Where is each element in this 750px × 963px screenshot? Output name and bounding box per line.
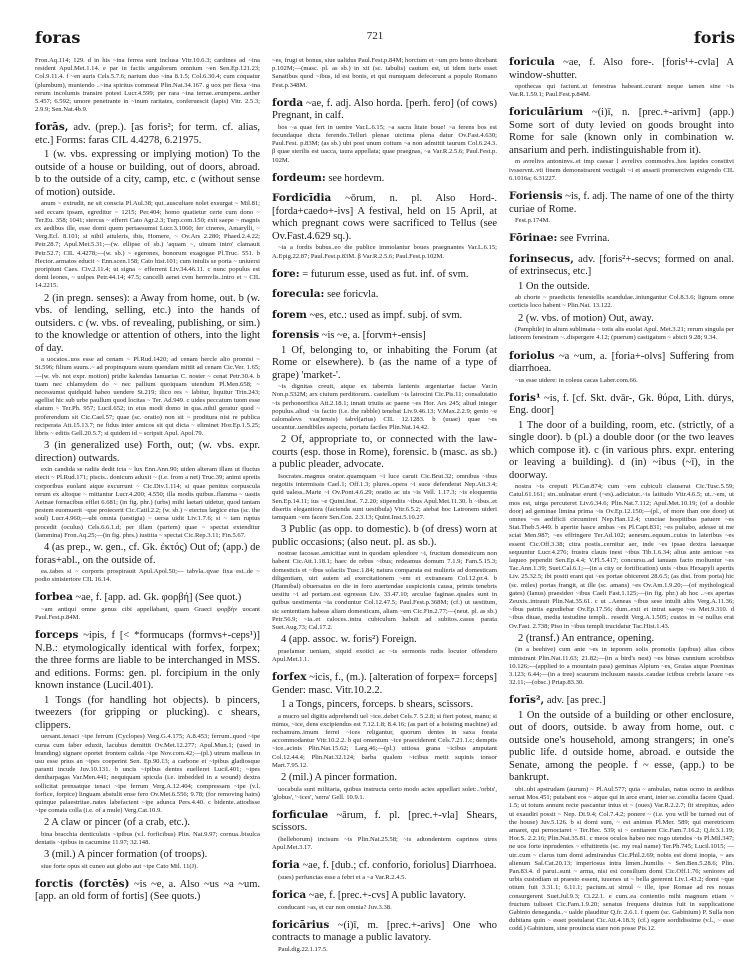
dictionary-entry-foras (35, 121, 260, 584)
guide-word-left: foras (35, 28, 81, 47)
citation-block: opothecas qui faciunt..ut fenestras habeant..curant neque tamen sine ~is Var.R.1.59.1; Paul.Fest.p.84M. (509, 83, 734, 99)
citation-block: nostra ~is crepuit Pl.Cas.874; cum ~em cubiculi clauserat Cic.Tusc.5.59; Catul.61.161; sin..uulnatae erunt (~es)..adiciatur..~is latitudo Vitr.4.6.5; ut..~em, ut mos est, uirga percuteret Liv.6.34.6; Plin.Nat.7.112; Apul.Met.10.19; (of a double door) ad geminae limina prima ~is Ov.Ep.12.150;—(pl., of more than one door) ut omnes ~es aedificii circumiret Nep.Han.12.4; cunctae hospitibus patuere ~es Stat.Theb.5.449. b aperite hasce ambas ~es Pl.Capt.831; ~es pultabo, adesse ut me sciat Men.987; ~es effringere Ter.Ad.102; aeneum..equum..cuius in lateribus ~es essent Cic.Off.3.38; citra postis..cernitur aer, inde ~es ipsae dextra laeuaque sequuntur Lucr.4.276; frustra clauis inest ~ibus Tib.1.6.34; alius ante amicae ~es laqueo pependit Sen.Ep.4.4; V.Fl.5.417; concursu..ad ianuam facto moliuntur ~es Tac.Ann.1.39; Suet.Cal.6.1;—(in a city or fortification) unis ~ibus Hexapyli apertis Liv. 25.32.5; ibi positi erant qui ~es portae obicerent 28.6.5; (as dist. from porta) hic (sc. miles) portas frangit, at ille (sc. amans) ~es Ov.Am.1.9.20;—(of mythological gates) (Ianus) praesideo ~ibus Caeli Fast.1.125;—(in fig. phr.) ab hoc ..~es apertas Zeuxis..intrauit Plin.Nat.35.61. c ut ..Aeneas ~ibus sese intulit altis Verg.A.11.36; ~ibus patriis egrediebar Ov.Ep.17.56; dum..exit et intrat saepe ~es Met.9.310. d ~ibus diuae, media testudine templi.. resedit Verg.A.1.505; custos in ~e nullus erat Ov.Fast. 2.738; Piso in ~ibus templi trucidatur Tac.Hist.1.43. (509, 483, 734, 630)
entry-etymology: ~ōrum, n. pl. Also Hord-. [forda+caedo+-ivs] A festival, held on 15 April, at which pregnant cows were sacrificed to Tellus (see Ov.Fast.4.629 sq.). (272, 193, 497, 242)
citation-block: ubi..ubi apstrudam (aurum) ~ Pl.Aul.577; quia ~ ambulas, natus ocmo in aedibus seruat Mos.451; putabant eos ~ atque qui in arce erant, inter se..consilia facere Quad. 1.5; ut totum annum recte pascantur intus et ~ (oues) Var.R.2.2.7; fit strepitus, adeo ut exaudiri possit ~ Nep. Di.9.4; Col.7.4.2; ponere ~ (i.e. you will be turned out of the house) Juv.5.126. b si domi sum, ~ est animus Pl.Mer. 589; qui meretricem amaret, qui pernoctaret ~ Ter.Hec. 539; si ~ cenitarem Cic.Fam.7.16.2; Q.fr.3.1.19; Hor.S. 2.2.16; Plin.Nat.35.81. c meos oculos habeo nec rogo utendos ~is Pl.Mil.347; ne uos forte inprudentes ~ effuttiretis (sc. my real name) Ter.Ph.745; Lucil.1015; —uir..cum ~ clarus tum domi admirandus Cic.Phil.2.69; nobis est domi inopia, ~ aes alienum Sal.Cat.20.13; imperiosus intra limen..humilis ~ Sen.Ben.5.28.6; Plin. Pan.83.4. d parui..sunt ~ arma, nisi est consilium domi Cic.Off.1.76; seniores ad urbis custodiam ut praesto essent, iuuenes ut ~ bella gererent Liv.1.43.2; domi ~que otium fuit 3.31.1; 6.11.1; pactum..ut simul ~ ille, ipse Romae ad res nouas consurgerent Suet.Jul.9.3; Ci.22.1. e cum..ea contentio mihi magnum etiam ~ fructum tulisset Cic.Fam.1.9.20; senatus frequens diuinus fuit in supplicatione Gabinio deneganda..~ ualde plauditur Q.fr. 2.6.1. f quem (sc. Gabinium) P. Sulla non dubitans quin ~ esset postularat Cic.Att.4.18.3; (cf.) egere sordidissime (v.l., ~ esse codd.) Gabinium, sine prouincia stare non posse Pis.12. (509, 785, 734, 933)
citation-block: ea..tabes si ~ corporis prospirauit Apul.Apol.50;— tabvla..qvae fixa est..de ~ podio sinisteriore CIL 16.14. (35, 568, 260, 584)
headword: forbea (35, 591, 73, 604)
sense-definition: 4 (as prep., w. gen., cf. Gk. ἐκτός) Out of; (app.) de foras+abl., on the outside of. (35, 542, 260, 566)
entry-etymology: ~is ~e, a. Also ~us ~a ~um. [app. an old form of fortis] (See quots.) (35, 878, 260, 903)
citation-block: uocabula sunt militaria, quibus instructa certo modo acies appellari solet:..'orbis', 'globus', '~ices', 'serra' Gell. 10.9.1. (272, 785, 497, 801)
entry-etymology: ~is, f. adj. The name of one of the thirty curiae of Rome. (509, 191, 734, 215)
citation-block: (sues) perfunctas esse a febri et a ~a Var.R.2.4.5. (278, 873, 407, 881)
guide-word-right: foris (693, 28, 735, 47)
entry-head (272, 97, 497, 123)
sense-definition: 1 On the outside. (518, 280, 590, 292)
entry-etymology: ~ipis, f [< *formucaps (formvs+-ceps¹)] N.B.: etymologically identical with forfex, forpex; the three forms are liable to be interchanged in MSS. and editions. Forms: gen. pl. forcipium in the only known instance (Lucil.401). (35, 630, 260, 692)
entry-etymology: ~ae, f. [dub.; cf. conforio, foriolus] Diarrhoea. (299, 860, 497, 872)
entry-head (272, 288, 497, 302)
headword: foria (272, 859, 300, 872)
entry-head (509, 350, 734, 376)
citation-block: conducant ~as, et cur non omnia? Juv.3.38. (278, 903, 392, 911)
entry-etymology: see hordevm. (325, 172, 385, 184)
headword: forecula: (272, 288, 325, 301)
dictionary-entry-foras-cont (35, 57, 260, 114)
sense-definition: 1 Of, belonging to, or inhabiting the Forum (at Rome or elsewhere). b (as the name of a type of grape) 'market-'. (272, 344, 497, 381)
sense-definition: 3 (in generalized use) Forth, out; (w. vbs. expr. direction) outwards. (35, 440, 260, 464)
citation-block: ~us esse uidere: in coleus cacas Laber.com.66. (515, 376, 638, 384)
entry-etymology: see Fvrrina. (557, 233, 610, 245)
headword: forficulae (272, 808, 329, 821)
dictionary-entry-forctis (35, 878, 260, 904)
sense-definition: 4 (app. assoc. w. foris²) Foreign. (281, 634, 417, 646)
entry-etymology: ~ae, f. adj. Also horda. [perh. fero] (of cows) Pregnant, in calf. (272, 97, 497, 122)
headword: forīs², (509, 694, 545, 707)
entry-head (272, 919, 497, 945)
entry-etymology: see foricvla. (324, 289, 379, 301)
sense-definition: 2 Of, appropriate to, or connected with the law-courts (esp. those in Rome), forensic. b (masc. as sb.) a public pleader, advocate. (272, 434, 497, 471)
entry-etymology: ~icis, f., (m.). [alteration of forpex= forceps] Gender: masc. Vitr.10.2.2. (272, 672, 497, 696)
headword: forceps (35, 629, 79, 642)
sense-definition: 2 (transf.) An entrance, opening. (518, 632, 655, 644)
sense-definition: 2 A claw or pincer (of a crab, etc.). (44, 817, 191, 829)
entry-head (272, 889, 497, 903)
citation-block: ab chorte ~ praedictis fenestellis scandulae..iniungantur Col.8.3.6; lignum omne corticis loco habent ~ Plin.Nat. 13.122. (509, 294, 734, 310)
entry-head (272, 671, 497, 697)
citation-block: ~ia a fordis bubus..eo die publice immolantur boues praegnantes Var.L.6.15; A.Epig.22.87; Paul.Fest.p.83M. β Var.R.2.5.6; Paul.Fest.p.102M. (272, 244, 497, 260)
citation-block: (Pamphile) in altum sublimata ~ totis alis euolat Apul. Met.3.21; rerum singula per latiorem fenestram ~..dispergere 4.12; (puerum) castigatum ~ abicit 9.28; 9.34. (509, 326, 734, 342)
column-2 (272, 56, 497, 961)
citation-block: a uocatos..uos esse ad cenam ~ Pl.Rud.1420; ad cenam hercle alio promisi ~ St.596; filium suum..~ ad propinquum suum quendam mittit ad cenam Cic.Ver. 1.65;—(w. vb. not expr. motion) pridie kalendas Ianuarias C. noster ~ cenat Petr.30.4. b tuam nec chlamydem do ~ nec pallium quoiquam utendum Pl.Men.658; ~ necessumst quidquid habeo uendere St.219; ilico res ~ labitur, liquitur Trin.243; agellist hic sub urbe paullum quod locitas ~ Ter. Ad.949. c uides peccatum tuom esse elatum ~ Ter.Ph. 957; Lucil.652; in eius modi domo in qua..nihil geratur quod ~ proferendum sit Cic.Cael.57; quae (sc. oratio) non sit ~ proditura nisi re publica reciperata Att.15.13.7; ne fidus inter amicos sit qui dicta ~ eliminet Hor.Ep.1.5.25; libris ~ editis Gell.20.5.7; si quidem id ~ scripsit Apul. Apol.79. (35, 356, 260, 437)
entry-etymology: ~is, f. [cf. Skt. dvār-, Gk. θύρα, Lith. dúrys, Eng. door] (509, 392, 734, 417)
entry-head (509, 694, 734, 708)
headword: fordeum: (272, 171, 326, 184)
dictionary-columns (35, 56, 735, 961)
entry-etymology: ~ae, f. [app. ad. Gk. φορβή] (See quot.) (72, 592, 242, 604)
dictionary-entry-forinsecus (509, 253, 734, 343)
dictionary-entry-forficulae (272, 809, 497, 852)
entry-etymology: ~a ~um, a. [foria+-olvs] Suffering from diarrhoea. (509, 350, 734, 375)
entry-head (272, 329, 497, 343)
entry-etymology: ~ae, f. Also fore-. [foris¹+-cvla] A window-shutter. (509, 57, 734, 81)
entry-head (272, 192, 497, 243)
entry-head (272, 268, 497, 282)
entry-etymology: ~ae, f. [prec.+-cvs] A public lavatory. (306, 890, 466, 902)
sense-definition: 1 Tongs (for handling hot objects). b pincers, tweezers (for gripping or plucking). c shears, clippers. (35, 694, 260, 731)
dictionary-entry-forensis (272, 329, 497, 664)
sense-definition: 2 (in pregn. senses): a Away from home, out. b (w. vbs. of lending, selling, etc.) into the hands of outsiders. c (w. vbs. of revealing, publishing, or sim.) to the knowledge or attention of others, into the light of day. (35, 292, 260, 354)
citation-block: a mucro uel digitis adprehendi uel ~ice..debet Cels.7. 5.2.8; si fieri potest, manu; si minus, ~ice, dens excipiendus est 7.12.1.8; 8.4.16; (as part of a hoisting machine) ad rechamum..imum ferrei ~ices religantur, quorum dentes in saxa forata accommodantur Vitr.10.2.2. b qui omentum ~ice praeciderent Cels.7.21.1.c; demptis ~ice..acinis Plin.Nat.15.62; Larg.46;—(pl.) uitiosa grana ~icibus amputant Col.12.44.4; Plin.Nat.32.124; barba qualem ~icibus metit supinis tonsor Mart.7.95.12. (272, 712, 497, 769)
entry-head (509, 392, 734, 418)
entry-head (509, 190, 734, 216)
entry-etymology: adv. (prep.). [as foris²; for term. cf. alias, etc.] Forms: faras CIL 4.4278, 6.21975. (35, 122, 260, 146)
entry-etymology: ~is ~e, a. [forvm+-ensis] (319, 330, 426, 342)
sense-definition: 3 Public (as opp. to domestic). b (of dress) worn at public occasions; (also neut. pl. as sb.). (272, 524, 497, 548)
citation-block: Fest.p.174M. (515, 217, 550, 225)
dictionary-entry-forica (272, 889, 497, 912)
headword: forfex (272, 671, 307, 684)
dictionary-entry-forfex (272, 671, 497, 802)
entry-etymology: = futurum esse, used as fut. inf. of svm. (299, 268, 469, 280)
headword: forensis (272, 329, 320, 342)
dictionary-entry-forinae (509, 232, 734, 246)
entry-etymology: ~(i)ī, n. [prec.+-arivm] (app.) Some sort of duty levied on goods brought into Rome for sale (known only in combination w. ansarium and perh. indistinguishable from it). (509, 107, 734, 156)
citation-block: ~is dignitas creuit, atque ex tabernis lanienis argentariae factae Var.in Non.p.532M; arx ciuium perditorum.. castellum ~is latrocini Cic.Pis.11; consalutatio ~is perhonorifica Att.2.18.1; innati triuiis ac paene ~es Hor. Ars 245; aliud integer populus..aliud ~is factio (i.e. the rabble) tenebat Liv.9.46.13; V.Max.2.2.9; genio ~e calomalevs vas(iensis) tabvl(arius) CIL 12.1283. b (uuae) quae ~es uocantur..uendibiles aspectu, portatu faciles Plin.Nat.14.42. (272, 383, 497, 432)
citation-block: Paul.dig.22.1.17.5. (278, 945, 328, 953)
headword: foris¹ (509, 391, 541, 404)
dictionary-entry-forcularium (509, 106, 734, 183)
dictionary-entry-forctis-cont (272, 57, 497, 90)
citation-block: (helleborum) incisum ~is Plin.Nat.25.58; ~is adtondentem caprinos utres Apul.Met.3.17. (272, 835, 497, 852)
headword: foricārius (272, 918, 330, 931)
dictionary-entry-foriolus (509, 350, 734, 385)
headword: forica (272, 889, 307, 902)
headword: forctis (forctēs) (35, 877, 130, 890)
entry-head (509, 106, 734, 157)
citation-block: siue forte opus sit cuneo aut globo aut ~ipe Cato Mil. 11(J). (41, 862, 198, 870)
entry-etymology: ~(i)ī, m. [prec.+-arivs] One who contracts to manage a public lavatory. (272, 919, 497, 944)
citation-block: exin candida se radiis dedit icta ~ lux Enn.Ann.90; uiden alteram illam ut fluctus eiecit ~ Pl.Rud.171; piscis.. donicum aduxit ~ (i.e. from a net) Truc.39; animi spretis corporibus euolant atque excurrunt ~ Cic.Div.1.114; si quae penitus corpuscula rerum ex altoque ~ mittantur Lucr.4.200; 4.550; illa modis quibus..flamma ~ uastis Aetnae fornacibus efflet 6.681; (in fig. phr.) (urbs) mihi laetari uidetur, quod tantam pestem euomuerit ~que proiecerit Cic.Catil.2.2; (w. sb.) ~ eiectus largice eius (sc. the soul) Lucr.4.960;—ubi omnia (uestigia) ~ uersa uidit Liv.1.7.6; si ~ iam ruptus procedit (oculus) Cels.6.6.1.d; per illam (partem) quae ~ spectat extenditur (lammina) Fron.Aq.25;—(in fig. phrs.) iustitia ~ spectat Cic.Rep.3.11; Fin.5.67. (35, 466, 260, 539)
citation-block: Isocrates..magnus orator..quamquam ~i luce caruit Cic.Brut.32; omnibus ~ibus negotiis intermissis Cael.1; Off.1.3; plures..opera ~i suos defenderat Nep.Att.3.4; quid ualess..Marte ~i Ov.Pont.4.6.29; oratio ac uis ~is Vell. 1.17.3; ~is eloquentia Sen.Ep.14.11; ius ~e Quint.Inst. 7.2.20; stipendiis ~ibus Apul.Met.11.30. b ~ibus..et disertis elegantiora (facienda sunt uestibula) Vitr.6.5.2; aiebat hoc Latronem uideri tamquam ~em facere Sen.Con. 2.3.13; Quint.Inst.5.10.27. (272, 472, 497, 521)
dictionary-entry-forceps (35, 629, 260, 871)
headword: foricula (509, 56, 555, 68)
headword: fore: (272, 267, 300, 280)
entry-head (509, 253, 734, 279)
entry-head (35, 121, 260, 147)
sense-definition: 2 (mil.) A pincer formation. (281, 772, 398, 784)
headword: forās, (35, 121, 69, 134)
headword: Foriensis (509, 190, 563, 203)
entry-etymology: ~ārum, f. pl. [prec.+-vla] Shears, scissors. (272, 809, 497, 834)
page-number: 721 (366, 30, 384, 42)
dictionary-entry-fore (272, 268, 497, 282)
dictionary-entry-foria (272, 859, 497, 882)
citation-block: uersant..tenaci ~ipe ferrum (Cyclopes) Verg.G.4.175; A.8.453; ferrum..quod ~ipe curua cum faber eduxit, lacubus demittit Ov.Met.12.277; Apul.Mun.1; (used in branding) signare oportet frontem calida ~ipe Nov.com.42;—(pl.) utrum malleus in usu esse prius an ~ipes coeperint Sen. Ep.90.13; a carbone et ~ipibus gladiosque paranti incude Juv.10.131. b uncis ~ipibus dentes euelleret Lucil.401; ~ipes dentharpagas Var.Men.441; nequiquam spicula (i.e. imbedded in a wound) dextra sollicitat prensatque tenaci ~ipe ferrum Verg.A.12.404; compressam ~ipe (v.l. forfice, forpice) linguam abstulit ense fero Ov.Met.6.556; 9.78; (for removing hairs) quinque palaestritae..nates labefactent ~ipe adunca Pers.4.40. c bidente..attodisse ~ipe comata colla (i.e. of a mule) Verg.Cat.10.9. (35, 733, 260, 815)
citation-block: nostrae facosae..amicitiae sunt in quodam splendore ~i, fructum domesticum non habent Cic.Att.1.18.1; haec de rebus ~ibus; redeamus domum 7.1.9; Fam.5.15.3; domesticis et ~ibus solaciis Tusc.1.84; natura comparata est mulieris ad domesticam diligentiam, uiri autem ad exercitationem ~em et extraneam Col.12.pr.4. b (Hannibal) obuersatus eo die in foro auertendae suspicionis causa, primis tenebris uestitu ~i ad portam..est egressus Liv. 33.47.10; arculae faginae..quales sunt in quibus uestimenta ~ia conduntur Col.12.47.5; Paul.Fest.p.368M; (cf.) ut uestitum, sic sententiam habeas aliam domesticam, aliam ~em Cic.Fin.2.77;—(neut. pl. as sb.) Petr.56.9; ~ia..et caloces..intra cubiculum habuit ad subitos..casus parata Suet.Aug.73; Cal.17.2. (272, 550, 497, 631)
column-3 (509, 56, 734, 961)
sense-definition: 1 a Tongs, pincers, forceps. b shears, scissors. (281, 699, 474, 711)
entry-head (35, 878, 260, 904)
entry-etymology: ~es, etc.: used as impf. subj. of svm. (306, 309, 463, 321)
headword: forda (272, 96, 304, 109)
entry-head (272, 859, 497, 873)
dictionary-entry-forda (272, 97, 497, 165)
dictionary-entry-foricarius (272, 919, 497, 954)
sense-definition: 1 (w. vbs. expressing or implying motion) To the outside of a house or building, out of doors, abroad. b to the outside of a city, camp, etc. c (without sense of motion) outside. (35, 149, 260, 198)
headword: Fordicīdia (272, 192, 332, 205)
sense-definition: 2 (w. vbs. of motion) Out, away. (518, 312, 654, 324)
citation-block: (in a beehive) cum ante ~es in teporem solis promotis (apibus) alias cibos ministrant Plin.Nat.11.63; 21.82;—(in a bird's nest) ~es binas cunnium scrobibus 10.126;—(applied to a mountain pass) geminas Alpium ~es, Graias atque Poeninas 3.123; 6.44;—(in a tree) scaurum inclusum nassis..caudae ictibus crebris laxare ~es 32.11;—(obsc.) Priap.83.30. (509, 646, 734, 687)
entry-head (509, 56, 734, 82)
page-header (0, 28, 750, 48)
sense-definition: 1 The door of a building, room, etc. (strictly, of a single door). b (pl.) a double door (or the two leaves which compose it). c (in various phrs. expr. entering or leaving a building). d (in) ~ibus (~ī), in the doorway. (509, 419, 734, 481)
entry-head (35, 591, 260, 605)
dictionary-entry-fordicidia (272, 192, 497, 260)
entry-head (509, 232, 734, 246)
citation-block: bos ~a quae fert in uentre Var.L.6.15; ~a sacra litate boue! ~a ferens bos est fecundaque dicta ferendo..Telluri plenae uictima plena datur Ov.Fast.4.630; Paul.Fest. p.83M; (as sb.) ubi post unum coitum ~a non admittit taurum Col.6.24.3. β quae sterilis est uacca, taura appellata; quae praegnas, ~a Var.R.2.5.6; Paul.Fest.p. 102M. (272, 123, 497, 164)
headword: foriolus (509, 349, 555, 362)
sense-definition: 3 (mil.) A pincer formation (of troops). (44, 849, 208, 861)
citation-block: praefamur ueniam, siquid exotici ac ~is sermonis rudis locutor offendero Apul.Met.1.1. (272, 647, 497, 663)
citation-block: bina bracchia denticulatis ~ipibus (v.l. forficibus) Plin. Nat.9.97; cornua..bisulca dentatis ~ipibus in cacumine 11.97; 32.148. (35, 830, 260, 847)
dictionary-entry-fordeum (272, 172, 497, 186)
headword: foriculārium (509, 106, 584, 119)
column-1 (35, 56, 260, 961)
dictionary-entry-forem (272, 309, 497, 323)
dictionary-entry-foriensis (509, 190, 734, 225)
dictionary-entry-forbea (35, 591, 260, 622)
citation-block: Fron.Aq.114; 129. d in his ~ina ferrea sunt inclusa Vitr.10.6.3; cardines ad ~ina resident Apul.Met.1.14. e par in faciis angulorum omnium ~en Sen.Ep.121.23; Col.9.11.4. f ~en auris Cels.5.7.6; narium duo ~ina 8.1.5; Col.6.30.4; cum coquatur (plumbum), muniendo ..~ina spiritus commeat Plin.Nat.34.167. g uox per flexa ~ina rerum incolumis transire potest Lucr.4.599; per rara ~ina terrae..erumpens..aether 5.457; 6.592; umore penetrante in ~inum raritates, conferuescit (lapis) Vitr. 2.5.3; 2.9.9; Sen.Nat.4b.9. (35, 57, 260, 114)
sense-definition: 1 On the outside of a building or other enclosure, out of doors, outside. b away from home, out. c outside one's household, among strangers; in one's public life. d outside home, abroad. e outside the Senate, among the people. f ~ esse, (app.) to be bankrupt. (509, 709, 734, 784)
citation-block: anum ~ extrudit, ne sit conscia Pl.Aul.38; qui..auscultare nolet exsurgat ~ Mil.81; sed eccam ipsam, egreditur ~ 1215; Per.404; homo quatietur certe cum dono ~ Ter.Eu. 358; 1041; stercus ~ efferri Cato Agr.2.3; Turp.com.150; exit saepe ~ magnis ex aedibus ille, esse domi quem pertaesumst Lucr.3.1060; fer cineres, Amarylli, ~ Verg.Ecl. 8.101; si nihil attuleris, ibis, Homere, ~ Ov.Ars 2.280; Phaed.2.4.22; Petr.28.7; Apul.Met.5.31;—(w. ellipse of sb.) 'aquam ~, uinum intro' clamauit Petr.52.7; CIL 4.4278;—(w. sb.) ~ egerones, bonorum exagogae Pl.Truc. 551. b Hector..armatos educit ~ Enn.scen.158; Cato hist.101; cum intulis se porta ~ uniuersi proripiunt Caes. Civ.2.11.4; ut signa ~ efferrent Liv.34.46.11. c nunc populus est domi leones, ~ uulpes Petr.44.14; 47.5; cancelli aenei cvm hermvlis..intro et ~ CIL 14.2215. (35, 200, 260, 290)
dictionary-entry-forecula (272, 288, 497, 302)
headword: Fōrinae: (509, 232, 558, 245)
citation-block: ~es, frugi et bonus, siue ualidus Paul.Fest.p.84M; horctum et ~um pro bono dicebant p.102M;—(masc. pl. as sb.) in xii (sc. tabulis) cautum est, ut idem iuris esset Sanatibus quod ~ibus, id est bonis, et qui numquam defecerunt a populo Romano Fest.p.348M. (272, 57, 497, 89)
citation-block: m avrelivs antoninvs..et imp caesar l avrelivs commodvs..hos lapides constitvi ivsservnt..vti finem demonstrarent vectigali ~i et ansarii promercivm exigvndo CIL 6.1016a; 6.31227. (509, 158, 734, 182)
dictionary-entry-foricula (509, 56, 734, 99)
dictionary-entry-foris2 (509, 694, 734, 933)
entry-head (272, 809, 497, 835)
entry-head (272, 172, 497, 186)
entry-head (272, 309, 497, 323)
entry-etymology: adv. [as prec.] (544, 695, 606, 707)
entry-head (35, 629, 260, 693)
headword: forem (272, 308, 307, 321)
citation-block: ~am antiqui omne genus cibi appellabant, quam Graeci φορβήν uocant Paul.Fest.p.84M. (35, 605, 260, 622)
headword: forinsecus, (509, 252, 574, 265)
dictionary-entry-foris1 (509, 392, 734, 688)
entry-etymology: adv. [foris²+-secvs; formed on anal. of extrinsecus, etc.] (509, 253, 734, 278)
